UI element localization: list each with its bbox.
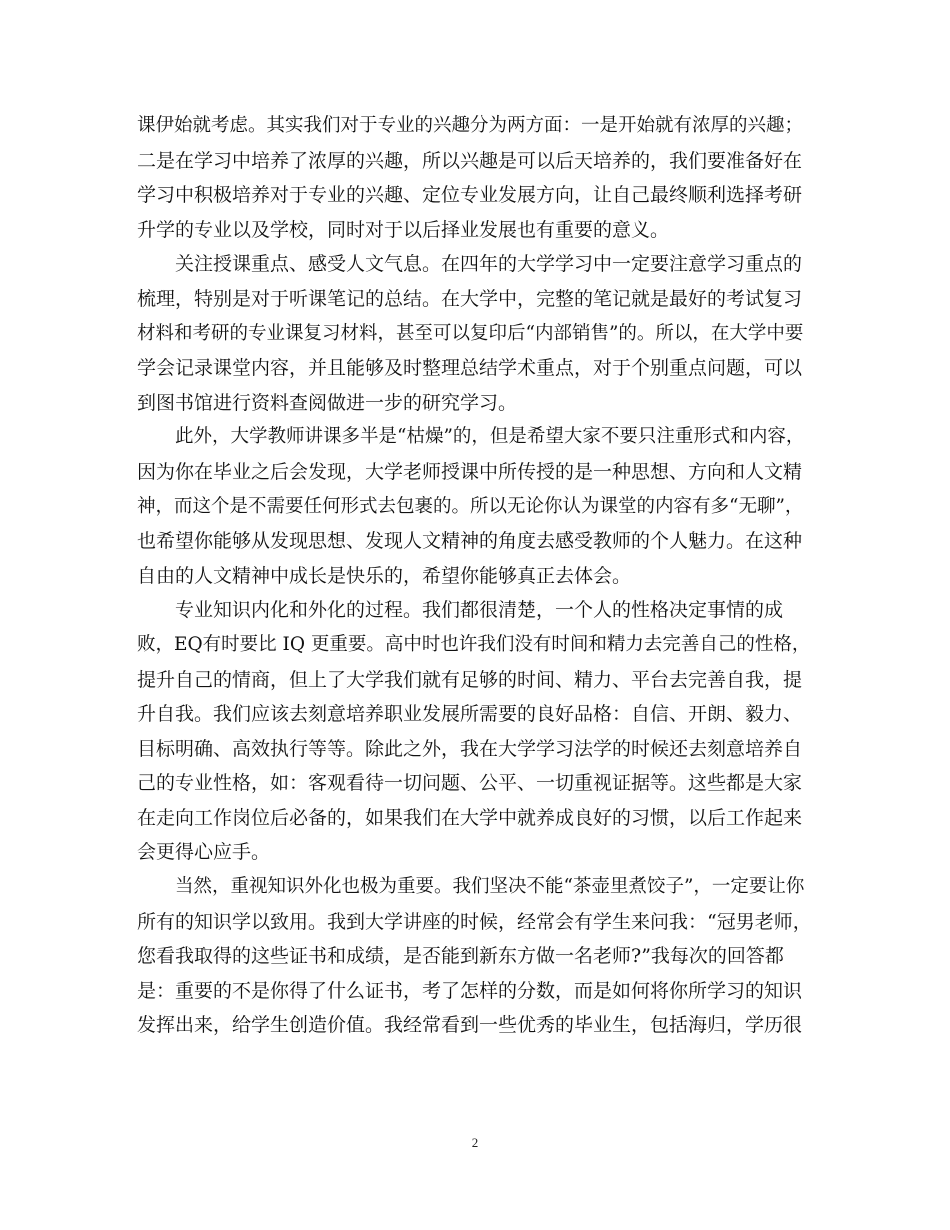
text-line: 梳理，特别是对于听课笔记的总结。在大学中，完整的笔记就是最好的考试复习: [137, 287, 803, 310]
text-line: 当然，重视知识外化也极为重要。我们坚决不能“茶壶里煮饺子”，一定要让你: [175, 876, 805, 898]
text-line: 材料和考研的专业课复习材料，甚至可以复印后“内部销售”的。所以，在大学中要: [137, 322, 804, 344]
text-line: 您看我取得的这些证书和成绩，是否能到新东方做一名老师?”我每次的回答都: [137, 945, 784, 968]
text-line: 此外，大学教师讲课多半是“枯燥”的，但是希望大家不要只注重形式和内容，: [175, 426, 805, 448]
text-line: 学习中积极培养对于专业的兴趣、定位专业发展方向，让自己最终顺利选择考研: [137, 184, 803, 207]
text-line: 所有的知识学以致用。我到大学讲座的时候，经常会有学生来问我：“冠男老师，: [137, 910, 812, 933]
text-line: 因为你在毕业之后会发现，大学老师授课中所传授的是一种思想、方向和人文精: [137, 460, 803, 483]
text-line: 会更得心应手。: [137, 841, 271, 864]
text-line: 专业知识内化和外化的过程。我们都很清楚，一个人的性格决定事情的成: [175, 599, 784, 622]
text-line: 到图书馆进行资料查阅做进一步的研究学习。: [137, 391, 518, 414]
text-line: 学会记录课堂内容，并且能够及时整理总结学术重点，对于个别重点问题，可以: [137, 357, 803, 380]
text-line: 升自我。我们应该去刻意培养职业发展所需要的良好品格：自信、开朗、毅力、: [137, 703, 803, 726]
text-line: 关注授课重点、感受人文气息。在四年的大学学习中一定要注意学习重点的: [175, 253, 803, 276]
text-line: 目标明确、高效执行等等。除此之外，我在大学学习法学的时候还去刻意培养自: [137, 737, 803, 760]
text-line: 在走向工作岗位后必备的，如果我们在大学中就养成良好的习惯，以后工作起来: [137, 806, 803, 829]
text-line: 是：重要的不是你得了什么证书，考了怎样的分数，而是如何将你所学习的知识: [137, 979, 803, 1002]
text-line: 课伊始就考虑。其实我们对于专业的兴趣分为两方面：一是开始就有浓厚的兴趣；: [137, 115, 804, 136]
text-line: 升学的专业以及学校，同时对于以后择业发展也有重要的意义。: [137, 218, 670, 241]
body-text: [137, 109, 813, 1043]
text-line: 神，而这个是不需要任何形式去包裹的。所以无论你认为课堂的内容有多“无聊”，: [137, 495, 804, 517]
text-line: 己的专业性格，如：客观看待一切问题、公平、一切重视证据等。这些都是大家: [137, 772, 803, 795]
text-line: 二是在学习中培养了浓厚的兴趣，所以兴趣是可以后天培养的，我们要准备好在: [137, 149, 803, 172]
text-line: 也希望你能够从发现思想、发现人文精神的角度去感受教师的个人魅力。在这种: [137, 530, 803, 553]
text-line: 败，EQ有时要比 IQ 更重要。高中时也许我们没有时间和精力去完善自己的性格，: [137, 633, 811, 655]
text-line: 自由的人文精神中成长是快乐的，希望你能够真正去体会。: [137, 564, 632, 587]
page-number: 2: [471, 1135, 479, 1150]
text-line: 提升自己的情商，但上了大学我们就有足够的时间、精力、平台去完善自我，提: [137, 668, 803, 691]
text-line: 发挥出来，给学生创造价值。我经常看到一些优秀的毕业生，包括海归，学历很: [137, 1014, 803, 1037]
